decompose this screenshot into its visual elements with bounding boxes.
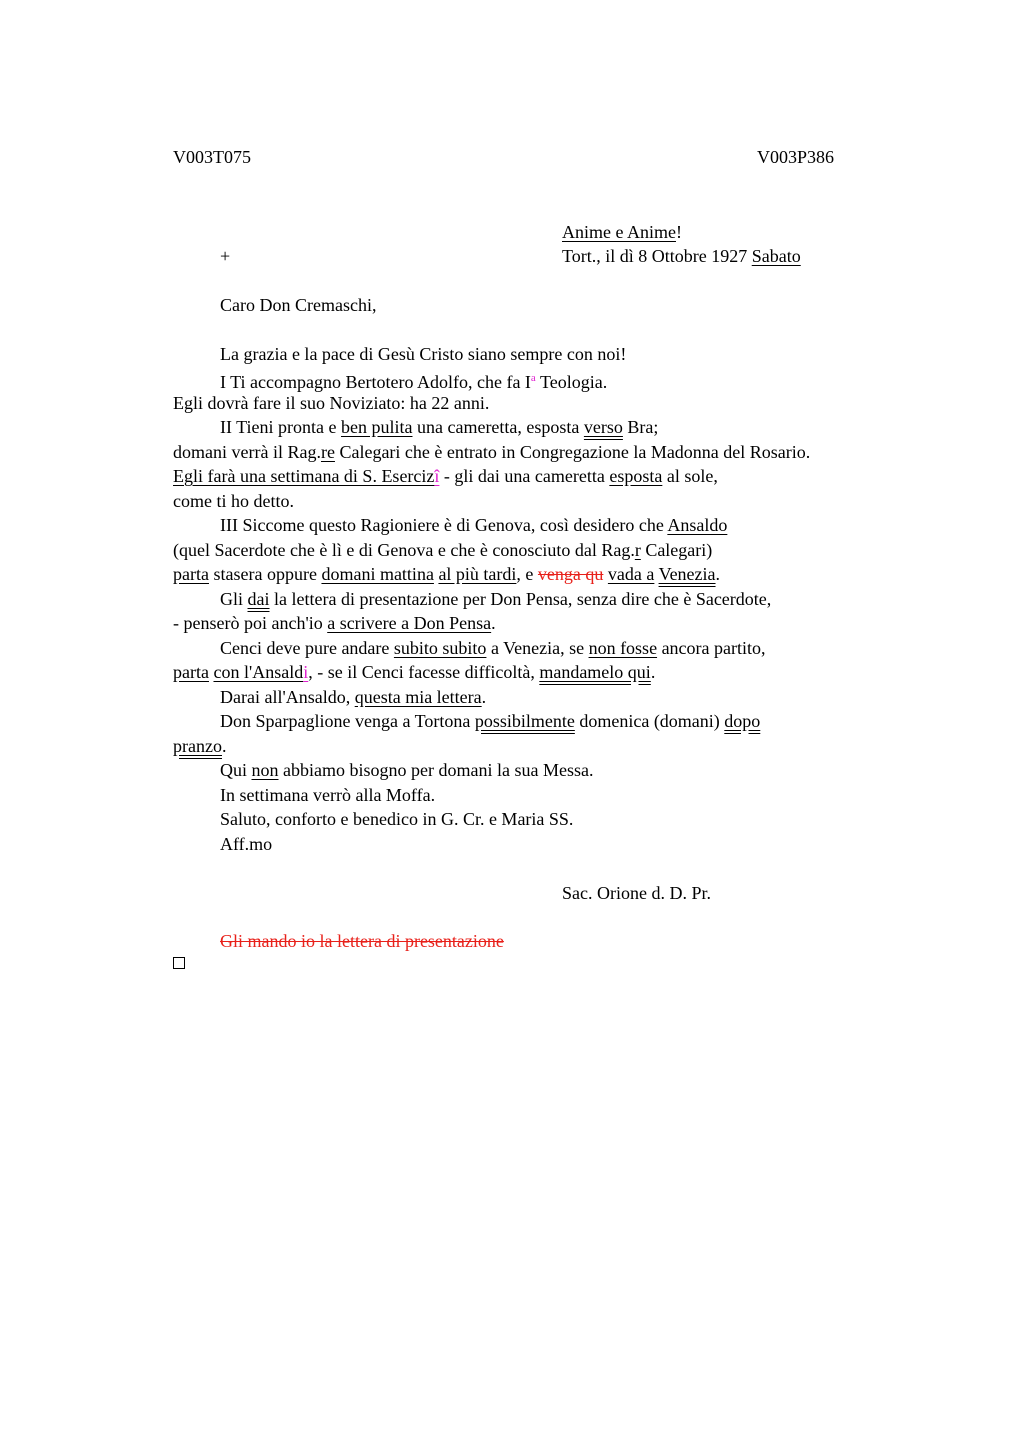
double-underlined-text: pranzo: [173, 736, 222, 756]
text-segment: Calegari): [640, 540, 713, 560]
double-underlined-text: dai: [247, 589, 270, 609]
text-segment: Darai all'Ansaldo,: [220, 687, 355, 707]
text-segment: una cameretta, esposta: [412, 417, 584, 437]
underlined-text: Egli farà una settimana di S. Eserciz: [173, 466, 435, 486]
text-segment: Bra;: [622, 417, 659, 437]
underlined-text: non fosse: [588, 638, 658, 658]
text-segment: domani verrà il Rag.: [173, 442, 321, 462]
text-segment: .: [650, 662, 656, 682]
underlined-text: vada a: [607, 564, 655, 584]
text-segment: la lettera di presentazione per Don Pensa, senza dire che è Sacerdote,: [269, 589, 772, 609]
letter-line-5: [173, 441, 810, 463]
letter-line-9: [173, 539, 712, 561]
underlined-text: Ansaldo: [667, 515, 728, 535]
underlined-text: esposta: [609, 466, 663, 486]
correction-mark: î: [434, 466, 440, 486]
greeting: Caro Don Cremaschi,: [220, 295, 377, 315]
text-segment: III Siccome questo Ragioniere è di Genova, così desidero che: [220, 515, 668, 535]
text-segment: - gli dai una cameretta: [439, 466, 610, 486]
underlined-text: re: [320, 442, 335, 462]
letter-line-19: In settimana verrò alla Moffa.: [220, 785, 436, 805]
closing: Aff.mo: [220, 834, 273, 854]
double-underlined-text: Venezia: [658, 564, 716, 584]
correction-mark: i: [303, 662, 309, 682]
letter-line-12: [173, 612, 496, 634]
underlined-text: parta: [173, 662, 209, 682]
text-segment: II Tieni pronta e: [220, 417, 341, 437]
underlined-text: con l'Ansald: [213, 662, 304, 682]
text-segment: .: [715, 564, 721, 584]
letter-line-20: Saluto, conforto e benedico in G. Cr. e Maria SS.: [220, 809, 574, 829]
double-underlined-text: verso: [583, 417, 623, 437]
text-segment: ancora partito,: [657, 638, 766, 658]
motto: [562, 221, 682, 243]
underlined-text: ben pulita: [341, 417, 413, 437]
text-segment: - penserò poi anch'io: [173, 613, 328, 633]
double-underlined-text: mandamelo qui: [539, 662, 651, 682]
date-line: [562, 245, 801, 267]
letter-line-15: [220, 686, 486, 708]
letter-line-8: [220, 514, 727, 536]
text-segment: Qui: [220, 760, 252, 780]
text-segment: Cenci deve pure andare: [220, 638, 394, 658]
cross-mark: +: [220, 246, 231, 266]
text-segment: Don Sparpaglione venga a Tortona: [220, 711, 475, 731]
underlined-text: al più tardi: [438, 564, 517, 584]
text-segment: .: [221, 736, 227, 756]
text-segment: domenica (domani): [574, 711, 725, 731]
text-segment: al sole,: [662, 466, 718, 486]
struck-text: venga qu: [537, 564, 604, 584]
letter-line-3: Egli dovrà fare il suo Noviziato: ha 22 anni.: [173, 393, 490, 413]
letter-line-18: [220, 759, 593, 781]
underlined-text: a scrivere a Don Pensa: [327, 613, 492, 633]
underlined-text: r: [634, 540, 641, 560]
letter-line-6: [173, 465, 718, 487]
text-segment: .: [481, 687, 487, 707]
text-segment: .: [491, 613, 496, 633]
letter-line-14: [173, 661, 655, 683]
document-code-right: V003P386: [757, 147, 835, 167]
text-segment: stasera oppure: [208, 564, 322, 584]
text-segment: Calegari che è entrato in Congregazione la Madonna del Rosario.: [334, 442, 811, 462]
date-text: Tort., il dì 8 Ottobre 1927: [562, 246, 752, 266]
letter-line-11: [220, 588, 771, 610]
end-square-icon: [173, 957, 185, 969]
letter-line-17: [173, 735, 226, 757]
underlined-text: questa mia lettera: [354, 687, 482, 707]
text-segment: Gli: [220, 589, 248, 609]
text-segment: , e: [516, 564, 538, 584]
underlined-text: subito subito: [393, 638, 487, 658]
letter-line-13: [220, 637, 766, 659]
underlined-text: non: [251, 760, 279, 780]
text-segment: I Ti accompagno Bertotero Adolfo, che fa I: [220, 372, 531, 392]
letter-line-2: [220, 367, 607, 393]
document-code-left: V003T075: [173, 147, 251, 167]
date-day: Sabato: [751, 246, 801, 266]
underlined-text: domani mattina: [321, 564, 434, 584]
letter-line-1: La grazia e la pace di Gesù Cristo siano sempre con noi!: [220, 344, 627, 364]
text-segment: abbiamo bisogno per domani la sua Messa.: [278, 760, 594, 780]
signature: Sac. Orione d. D. Pr.: [562, 883, 711, 903]
text-segment: a Venezia, se: [486, 638, 589, 658]
text-segment: (quel Sacerdote che è lì e di Genova e che è conosciuto dal Rag.: [173, 540, 635, 560]
motto-exclamation: !: [675, 222, 682, 242]
letter-line-16: [220, 710, 760, 732]
struck-postscript: Gli mando io la lettera di presentazione: [220, 931, 504, 951]
letter-line-4: [220, 416, 658, 438]
letter-line-7: come ti ho detto.: [173, 491, 294, 511]
double-underlined-text: possibilmente: [474, 711, 575, 731]
text-segment: Teologia.: [535, 372, 608, 392]
motto-underlined: Anime e Anime: [562, 222, 676, 242]
double-underlined-text: dopo: [724, 711, 761, 731]
text-segment: , - se il Cenci facesse difficoltà,: [308, 662, 540, 682]
underlined-text: parta: [173, 564, 209, 584]
superscript-correction: a: [530, 372, 536, 384]
letter-line-10: [173, 563, 720, 585]
